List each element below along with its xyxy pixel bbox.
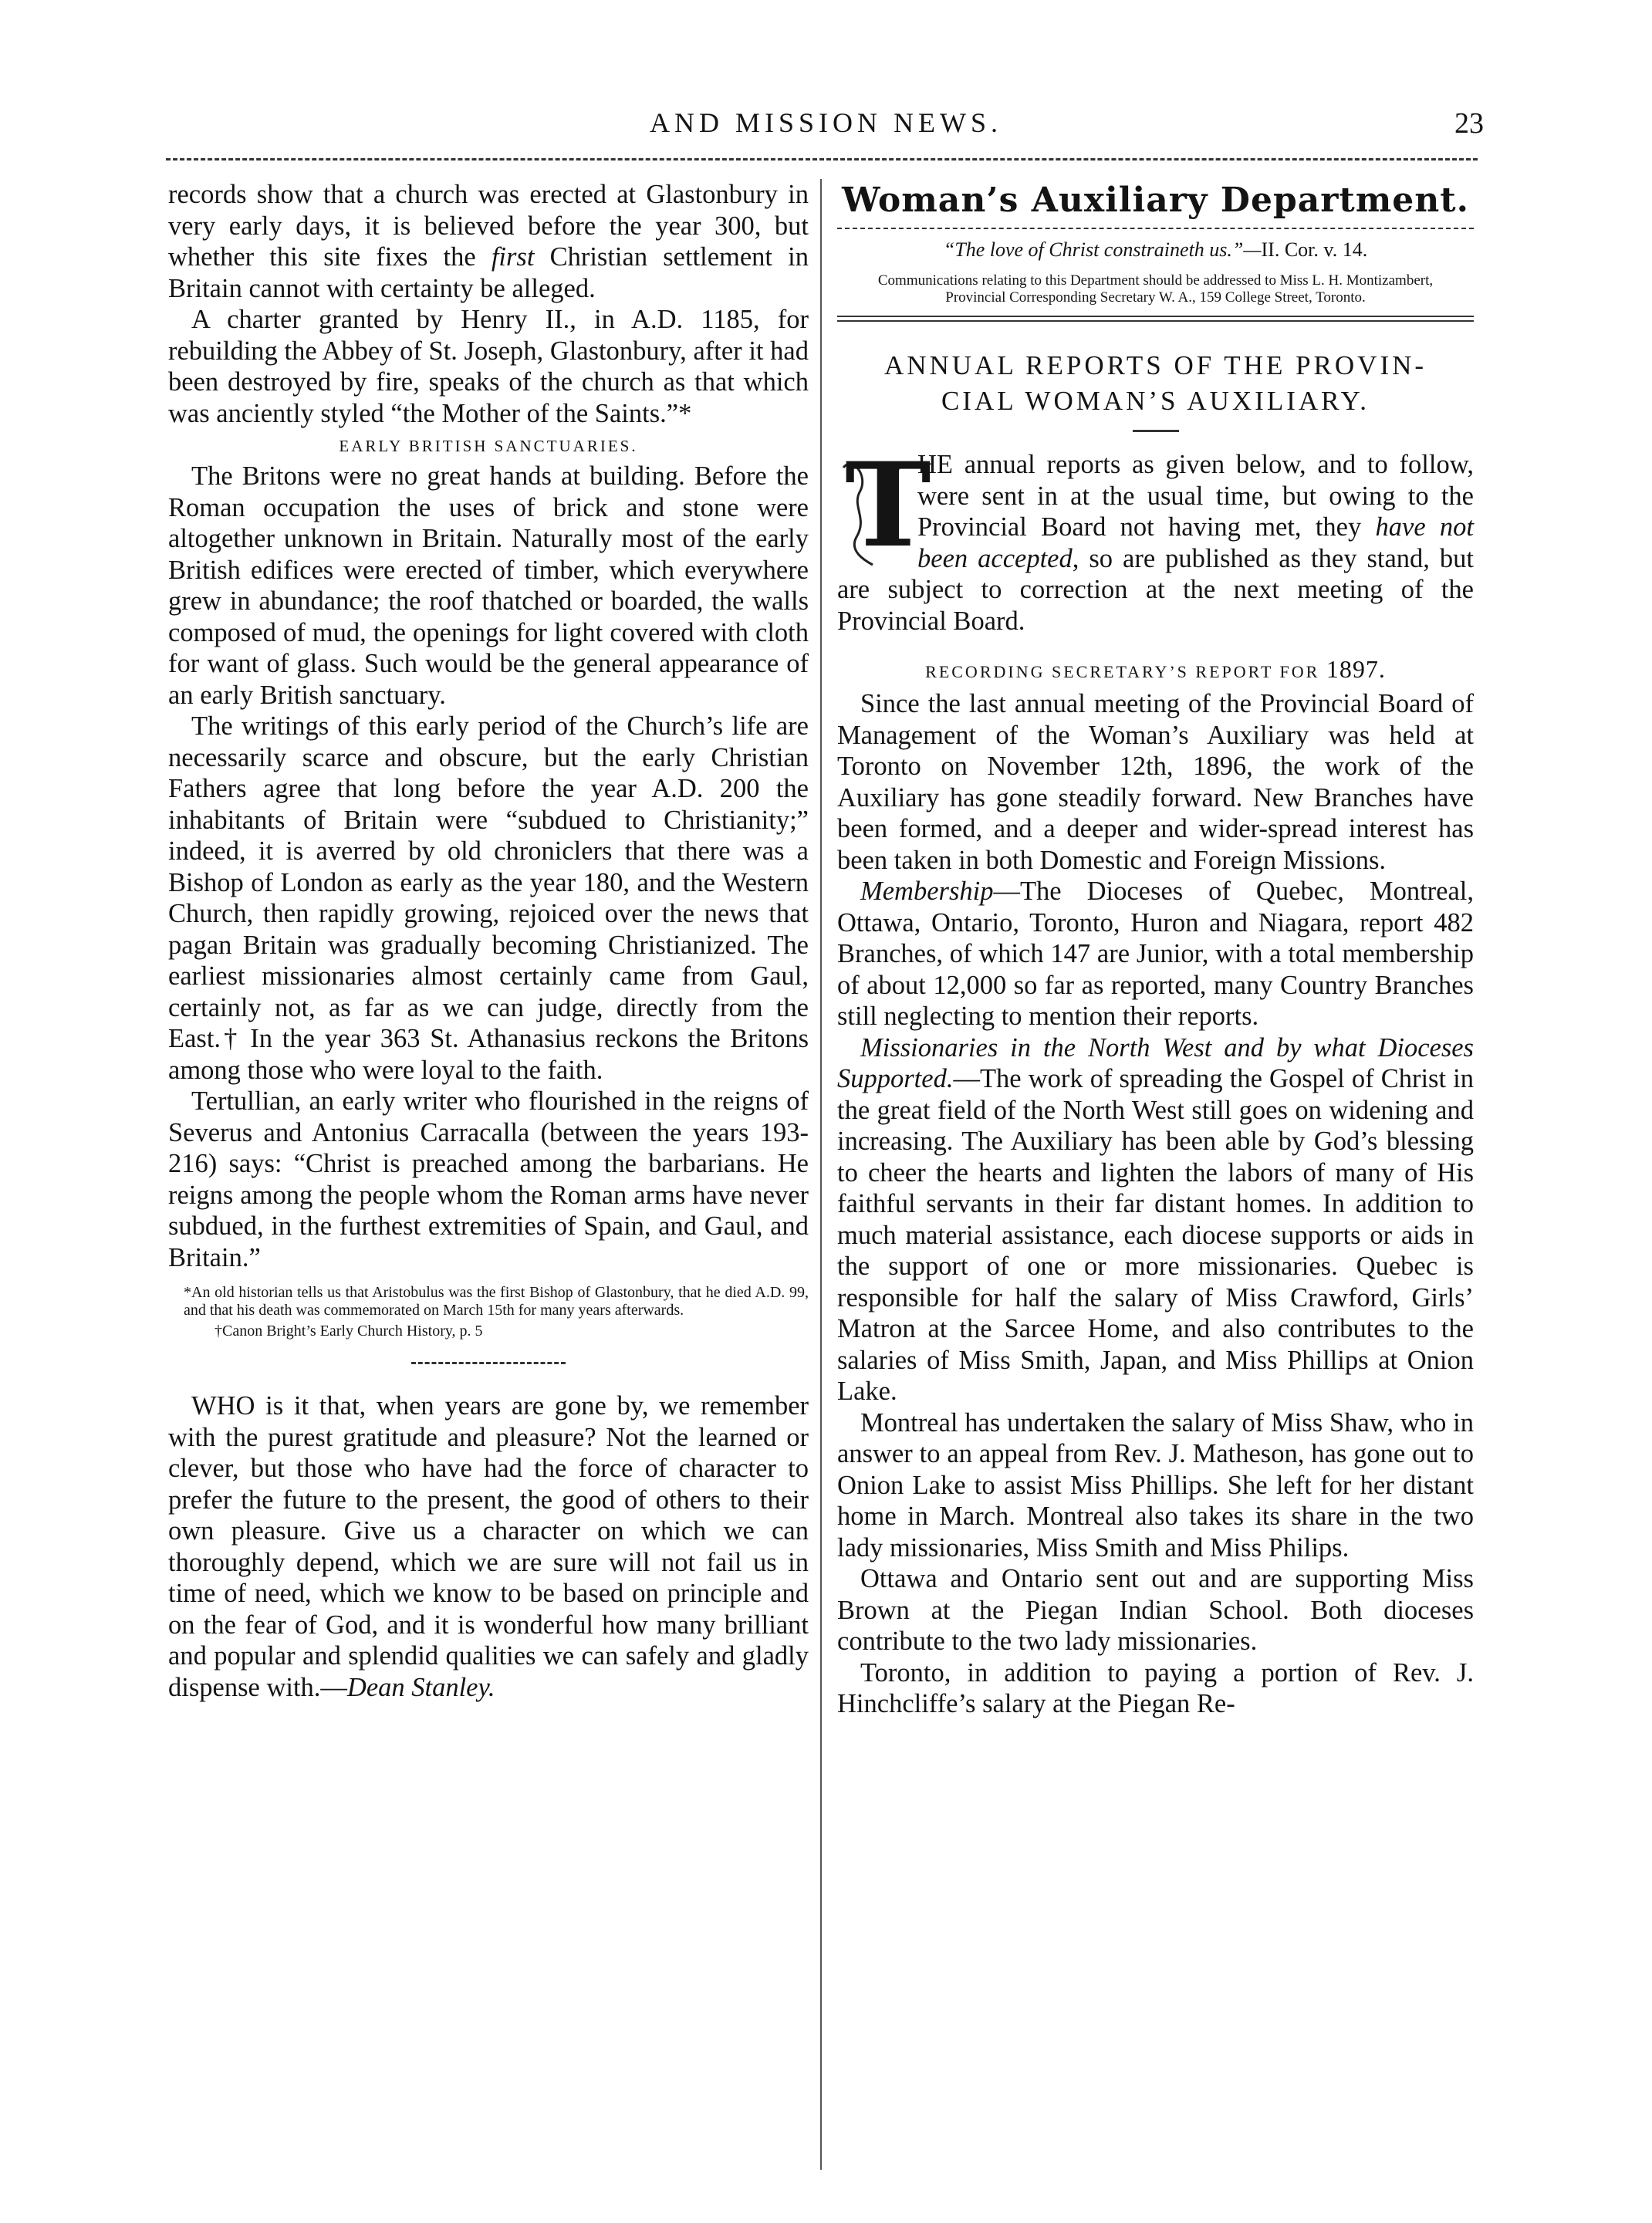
paragraph-ottawa: Ottawa and Ontario sent out and are supporting Miss Brown at the Piegan Indian School. Both dioceses contribute to the two lady missionaries. [837, 1564, 1474, 1656]
contact-notice: Communications relating to this Department should be addressed to Miss L. H. Montizambert, Provincial Corresponding Secretary W. A., 159 College Street, Toronto. [877, 272, 1434, 306]
paragraph-toronto: Toronto, in addition to paying a portion of Rev. J. Hinchcliffe’s salary at the Piegan Re- [837, 1657, 1474, 1718]
paragraph-montreal: Montreal has undertaken the salary of Miss Shaw, who in answer to an appeal from Rev. J. Matheson, has gone out to Onion Lake to assist Miss Phillips. She left for her distant home in March. Montreal also takes its share in the two lady missionaries, Miss Smith and Miss Philips. [837, 1407, 1474, 1563]
ornamental-dropcap [837, 438, 931, 573]
paragraph-membership [837, 876, 1474, 1032]
intro-block [837, 438, 1475, 637]
section-heading: EARLY BRITISH SANCTUARIES. [339, 437, 638, 455]
header-rule [166, 158, 1478, 160]
missionaries-label: Missionaries in the North West and by what Dioceses Supported. [837, 1032, 1474, 1093]
paragraph-glastonbury [168, 179, 809, 304]
paragraph-since: Since the last annual meeting of the Provincial Board of Management of the Woman’s Auxiliary was held at Toronto on November 12th, 1896, the work of the Auxiliary has gone steadily forward. New Branches have been formed, and a deeper and wider-spread interest has been taken in both Domestic and Foreign Missions. [837, 689, 1474, 875]
paragraph-text: —The Dioceses of Quebec, Montreal, Ottawa, Ontario, Toronto, Huron and Niagara, report 482 Branches, of which 147 are Junior, with a total membership of about 12,000 so far as reported, many Country Branches still neglecting to mention their reports. [837, 877, 1474, 1031]
paragraph-writings: The writings of this early period of the Church’s life are necessarily scarce and obscure, but the early Christian Fathers agree that long before the year A.D. 200 the inhabitants of Britain were “subdued to Christianity;” indeed, it is averred by old chroniclers that there was a Bishop of London as early as the year 180, and the Western Church, then rapidly growing, rejoiced over the news that pagan Britain was gradually becoming Christianized. The earliest missionaries almost certainly came from Gaul, certainly not, as far as we can judge, directly from the East.† In the year 363 St. Athanasius reckons the Britons among those who were loyal to the faith. [168, 711, 809, 1085]
report-year: 1897. [1326, 655, 1386, 683]
short-rule [1133, 430, 1179, 432]
department-title: Woman’s Auxiliary Department. [842, 181, 1469, 220]
running-title: AND MISSION NEWS. [649, 107, 1002, 138]
emphasis-text: have not been accepted [917, 512, 1475, 573]
reports-title [837, 348, 1474, 419]
paragraph-text: Christian settlement in Britain cannot with certainty be alleged. [168, 242, 809, 303]
author-signature: Dean Stanley. [346, 1672, 495, 1702]
left-column [168, 179, 809, 1703]
title-rule [837, 228, 1474, 229]
paragraph-text: , so are published as they stand, but are subject to correction at the next meeting of the Provincial Board. [837, 543, 1474, 636]
report-heading [837, 655, 1474, 684]
membership-label: Membership [860, 877, 994, 906]
right-column [837, 179, 1474, 1720]
paragraph-text: records show that a church was erected at Glastonbury in very early days, it is believed before the year 300, but whether this site fixes the [168, 180, 809, 272]
motto [837, 238, 1474, 262]
report-heading-text: RECORDING SECRETARY’S REPORT FOR [925, 662, 1320, 681]
paragraph-britons: The Britons were no great hands at building. Before the Roman occupation the uses of brick and stone were altogether unknown in Britain. Naturally most of the early British edifices were erected of timber, which everywhere grew in abundance; the roof thatched or boarded, the walls composed of mud, the openings for light covered with cloth for want of glass. Such would be the general appearance of an early British sanctuary. [168, 461, 809, 710]
motto-text: “The love of Christ constraineth us.”— [943, 238, 1262, 261]
column-divider [820, 179, 822, 2170]
paragraph-text: WHO is it that, when years are gone by, we remember with the purest gratitude and pleasure? Not the learned or clever, but those who have had the force of character to prefer the future to the present, the good of others to their own pleasure. Give us a character on which we can thoroughly depend, which we are sure will not fail us in time of need, which we know to be based on principle and on the fear of God, and it is wonderful how many brilliant and popular and splendid qualities we can safely and gladly dispense with.— [168, 1391, 809, 1702]
section-separator [411, 1362, 566, 1364]
dropcap-letter: T [845, 438, 931, 573]
emphasis-text: first [491, 242, 535, 272]
paragraph-text: HE annual reports as given below, and to follow, were sent in at the usual time, but owing to the Provincial Board not having met, they [917, 450, 1474, 542]
paragraph-character [168, 1390, 809, 1703]
double-rule [837, 316, 1474, 322]
page-number: 23 [1454, 107, 1484, 140]
footnote-bright: †Canon Bright’s Early Church History, p. 5 [215, 1323, 483, 1340]
reports-title-line: CIAL WOMAN’S AUXILIARY. [941, 386, 1370, 416]
paragraph-missionaries [837, 1032, 1474, 1407]
paragraph-tertullian: Tertullian, an early writer who flourished in the reigns of Severus and Antonius Carracalla (between the years 193-216) says: “Christ is preached among the barbarians. He reigns among the people whom the Roman arms have never subdued, in the furthest extremities of Spain, and Gaul, and Britain.” [168, 1086, 809, 1272]
motto-reference: II. Cor. v. 14. [1261, 238, 1368, 261]
paragraph-charter: A charter granted by Henry II., in A.D. 1185, for rebuilding the Abbey of St. Joseph, Glastonbury, after it had been destroyed by fire, speaks of the church as that which was anciently styled “the Mother of the Saints.”* [168, 305, 809, 428]
paragraph-intro [837, 438, 1475, 637]
footnote-aristobulus: *An old historian tells us that Aristobulus was the first Bishop of Glastonbury, that he died A.D. 99, and that his death was commemorated on March 15th for many years afterwards. [184, 1284, 809, 1319]
reports-title-line: ANNUAL REPORTS OF THE PROVIN- [883, 350, 1427, 380]
paragraph-text: —The work of spreading the Gospel of Christ in the great field of the North West still goes on widening and increasing. The Auxiliary has been able by God’s blessing to cheer the hearts and lighten the labors of many of His faithful servants in their far distant homes. In addition to much material assistance, each diocese supports or aids in the support of one or more missionaries. Quebec is responsible for half the salary of Miss Crawford, Girls’ Matron at the Sarcee Home, and also contributes to the salaries of Miss Smith, Japan, and Miss Phillips at Onion Lake. [837, 1064, 1474, 1406]
